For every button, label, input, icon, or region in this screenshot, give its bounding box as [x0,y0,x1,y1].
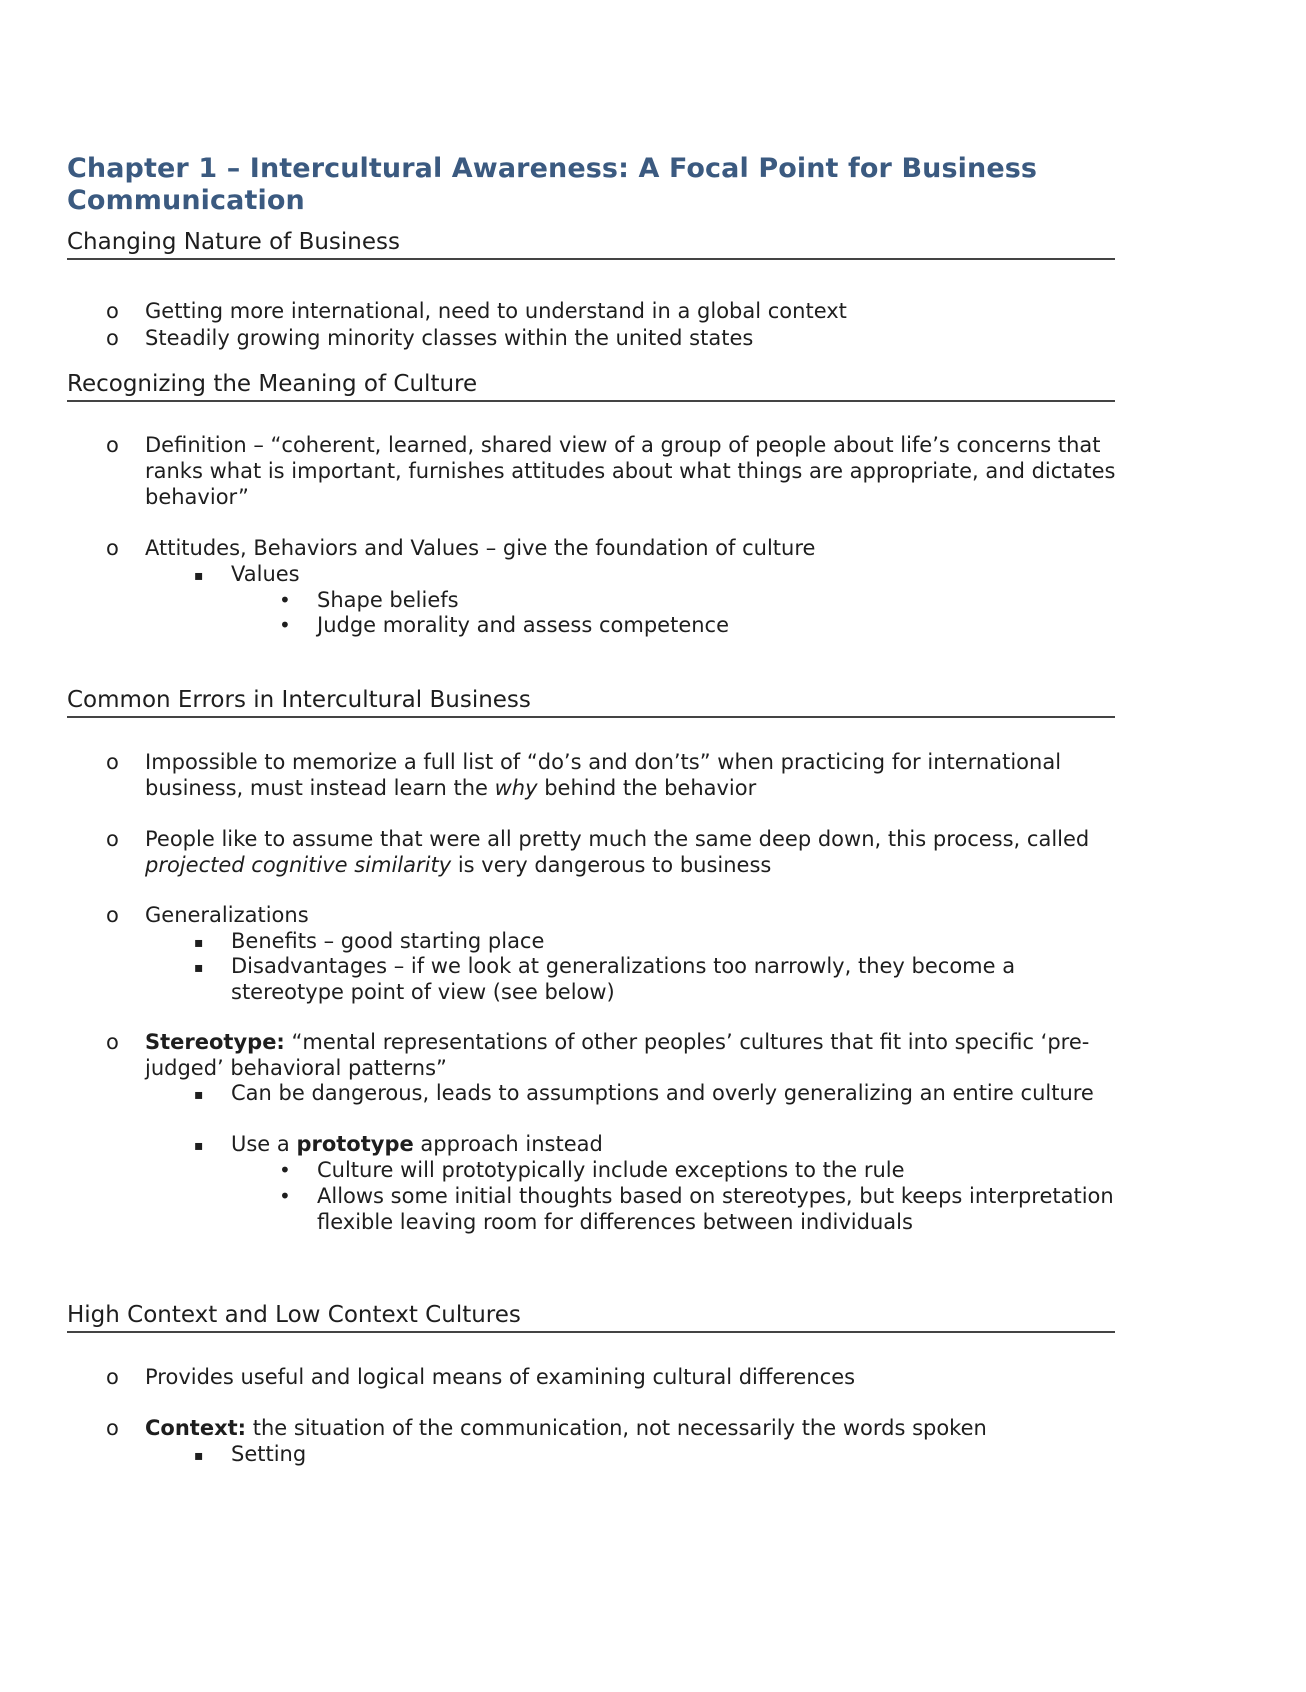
list-marker: • [279,1158,291,1182]
list-marker: ▪ [194,1087,204,1103]
list-marker: • [279,588,291,612]
list-marker: o [106,1030,119,1054]
list-item: Judge morality and assess competence [317,613,730,637]
list-marker: ▪ [194,1138,204,1154]
list-item: Impossible to memorize a full list of “do’s and don’ts” when practicing for international business, must instead learn the why behind the behavior [145,750,1062,800]
list-item: Provides useful and logical means of examining cultural differences [145,1365,856,1389]
list-marker: ▪ [194,1448,204,1464]
section-heading-meaning-of-culture: Recognizing the Meaning of Culture [67,370,1115,402]
list-marker: o [106,903,119,927]
list-item: Can be dangerous, leads to assumptions and overly generalizing an entire culture [231,1081,1094,1105]
list-marker: • [279,1184,291,1208]
section-heading-high-low-context: High Context and Low Context Cultures [67,1301,1115,1333]
list-item: Disadvantages – if we look at generalizations too narrowly, they become a stereotype point of view (see below) [231,954,1016,1004]
list-item: Attitudes, Behaviors and Values – give the foundation of culture [145,536,816,560]
list-marker: o [106,1416,119,1440]
list-marker: • [279,613,291,637]
list-item: Use a prototype approach instead [231,1132,603,1156]
list-marker: o [106,1365,119,1389]
list-marker: o [106,433,119,457]
list-item: Context: the situation of the communication, not necessarily the words spoken [145,1416,987,1440]
list-item: Allows some initial thoughts based on stereotypes, but keeps interpretation flexible leaving room for differences between individuals [317,1184,1114,1234]
list-item: Stereotype: “mental representations of other peoples’ cultures that fit into specific ‘pre-judged’ behavioral patterns” [145,1030,1090,1080]
list-marker: ▪ [194,935,204,951]
list-item: Definition – “coherent, learned, shared view of a group of people about life’s concerns that ranks what is important, furnishes attitudes about what things are appropriate, and dictates behavior” [145,433,1116,509]
page-title: Chapter 1 – Intercultural Awareness: A Focal Point for Business Communication [67,153,1038,216]
list-marker: o [106,299,119,323]
list-item: Shape beliefs [317,588,459,612]
section-heading-common-errors: Common Errors in Intercultural Business [67,686,1115,718]
list-marker: ▪ [194,960,204,976]
list-item: Setting [231,1442,307,1466]
list-item: Getting more international, need to understand in a global context [145,299,847,323]
list-marker: o [106,326,119,350]
section-heading-changing-nature: Changing Nature of Business [67,228,1115,260]
list-marker: o [106,827,119,851]
list-item: Steadily growing minority classes within the united states [145,326,754,350]
list-marker: o [106,750,119,774]
list-marker: ▪ [194,568,204,584]
list-item: Culture will prototypically include exceptions to the rule [317,1158,905,1182]
list-item: People like to assume that were all pretty much the same deep down, this process, called projected cognitive similarity is very dangerous to business [145,827,1090,877]
list-item: Generalizations [145,903,309,927]
list-item: Values [231,562,300,586]
list-item: Benefits – good starting place [231,929,545,953]
list-marker: o [106,536,119,560]
